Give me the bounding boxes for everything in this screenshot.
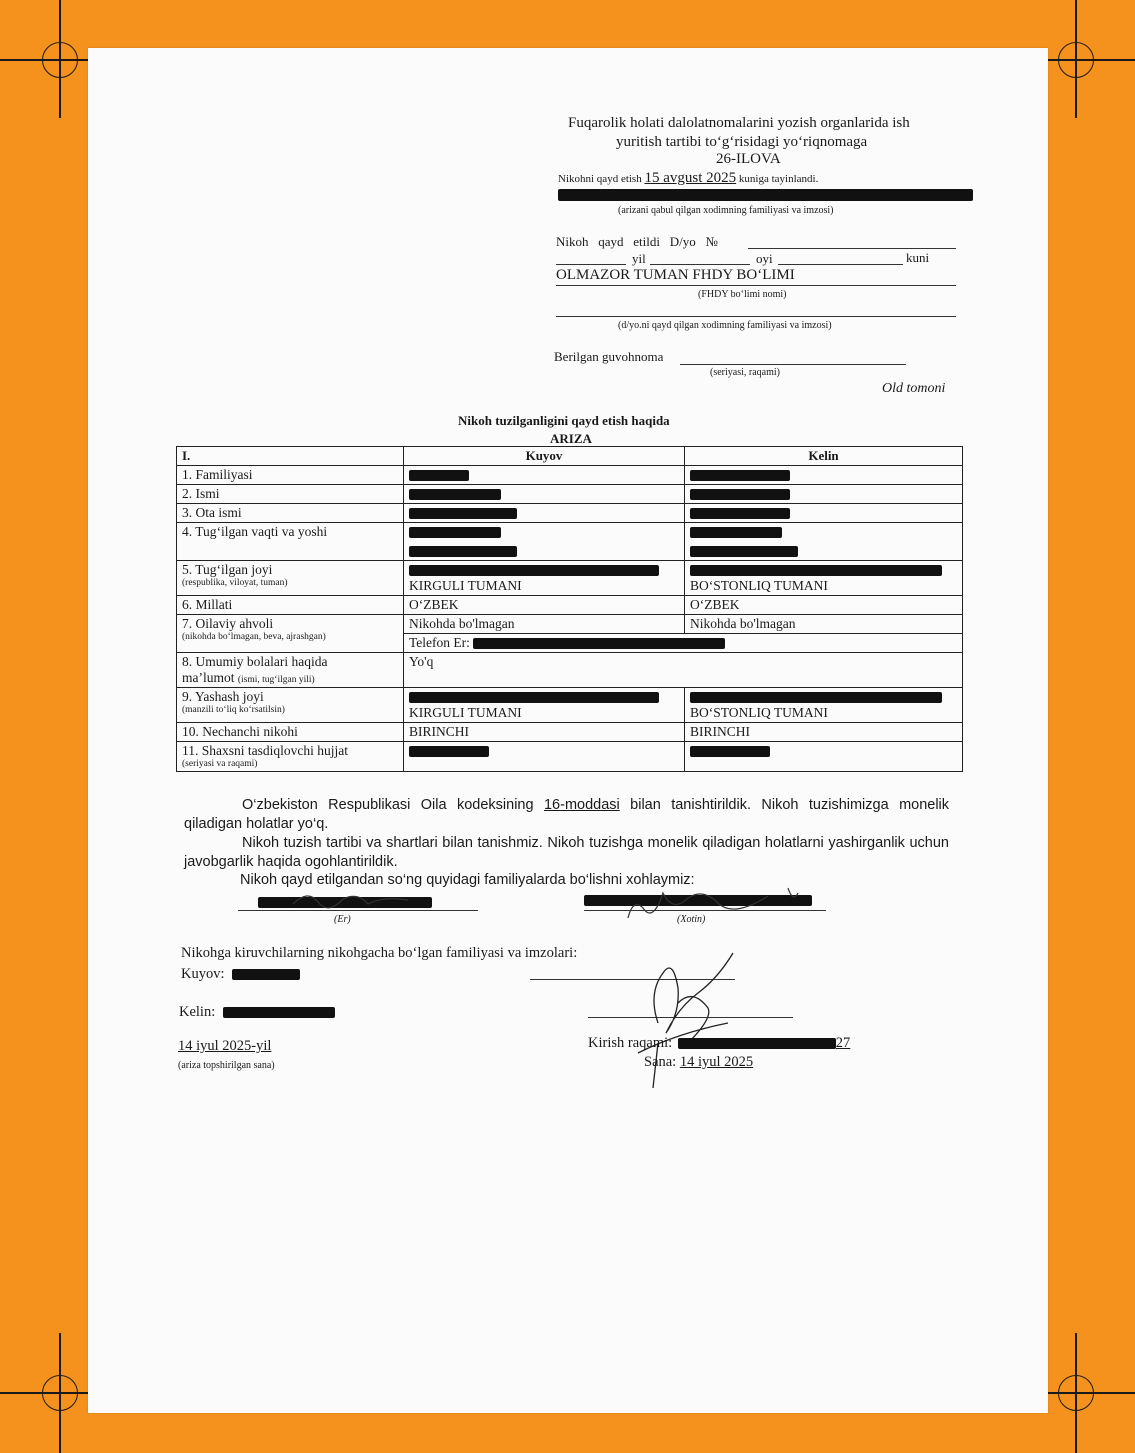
certificate-caption: (seriyasi, raqami) xyxy=(710,367,780,378)
children-value: Yo'q xyxy=(404,653,963,688)
header-line-1: Fuqarolik holati dalolatnomalarini yozish organlarida ish xyxy=(568,115,910,131)
bride-marriage-no: BIRINCHI xyxy=(685,723,963,742)
husband-signature xyxy=(288,884,428,914)
row-label-nationality: 6. Millati xyxy=(177,596,404,615)
row-label-patronymic: 3. Ota ismi xyxy=(177,504,404,523)
redacted-bride-prior-name xyxy=(223,1007,335,1018)
redacted-bride-id xyxy=(690,746,770,757)
col-groom: Kuyov xyxy=(404,447,685,466)
entry-date: Sana: 14 iyul 2025 xyxy=(644,1054,754,1070)
registered-label: Nikoh qayd etildi D/yo № xyxy=(556,234,718,249)
row-label-residence: 9. Yashash joyi (manzili to‘liq ko‘rsatilsin) xyxy=(177,688,404,723)
prior-names-label: Nikohga kiruvchilarning nikohgacha bo‘lgan familiyasi va imzolari: xyxy=(181,945,578,961)
redacted-groom-surname xyxy=(409,470,469,481)
day-label: kuni xyxy=(906,250,930,265)
groom-label: Kuyov: xyxy=(181,966,300,983)
table-row xyxy=(177,615,963,634)
application-table xyxy=(176,446,963,772)
row-label-id-doc: 11. Shaxsni tasdiqlovchi hujjat (seriyasi va raqami) xyxy=(177,742,404,772)
redacted-groom-patronymic xyxy=(409,508,517,519)
table-row xyxy=(177,653,963,688)
table-row xyxy=(177,523,963,561)
bride-marital: Nikohda bo'lmagan xyxy=(685,615,963,634)
groom-marriage-no: BIRINCHI xyxy=(404,723,685,742)
redacted-bride-name xyxy=(690,489,790,500)
office-name: OLMAZOR TUMAN FHDY BO‘LIMI xyxy=(556,267,795,283)
header-line-3: 26-ILOVA xyxy=(716,151,781,167)
table-row xyxy=(177,688,963,723)
row-label-marriage-no: 10. Nechanchi nikohi xyxy=(177,723,404,742)
bride-residence: BO‘STONLIQ TUMANI xyxy=(690,705,828,720)
entry-date-value: 14 iyul 2025 xyxy=(679,1054,754,1070)
document-page xyxy=(88,48,1048,1413)
groom-birthplace: KIRGULI TUMANI xyxy=(409,578,522,593)
scheduled-line: Nikohni qayd etish 15 avgust 2025 kuniga tayinlandi. xyxy=(558,170,819,186)
table-row xyxy=(177,596,963,615)
paragraph-3: Nikoh qayd etilgandan so‘ng quyidagi familiyalarda bo‘lishni xohlaymiz: xyxy=(240,872,695,888)
redacted-bride-surname xyxy=(690,470,790,481)
groom-marital: Nikohda bo'lmagan xyxy=(404,615,685,634)
table-row xyxy=(177,485,963,504)
table-row xyxy=(177,466,963,485)
law-article-reference: 16-moddasi xyxy=(543,797,620,813)
submitted-date: 14 iyul 2025-yil xyxy=(178,1038,272,1054)
form-title: Nikoh tuzilganligini qayd etish haqida xyxy=(458,413,670,428)
redacted-groom-id xyxy=(409,746,489,757)
redacted-receiver-name xyxy=(558,189,973,201)
paragraph-2: Nikoh tuzish tartibi va shartlari bilan tanishmiz. Nikoh tuzishga monelik qiladigan holatlarni yashirganlik uchun javobgarlik haqida ogohlantirildik. xyxy=(184,835,949,870)
phone-cell: Telefon Er: xyxy=(404,634,963,653)
row-label-surname: 1. Familiyasi xyxy=(177,466,404,485)
redacted-bride-birth xyxy=(690,527,782,538)
paragraph-1: O‘zbekiston Respublikasi Oila kodeksining 16-moddasi bilan tanishtirildik. Nikoh tuzishimizga monelik qiladigan holatlar yo‘q. xyxy=(184,797,950,832)
groom-nationality: O‘ZBEK xyxy=(404,596,685,615)
table-row xyxy=(177,561,963,596)
row-label-birth: 4. Tug‘ilgan vaqti va yoshi xyxy=(177,523,404,561)
receiver-caption: (arizani qabul qilgan xodimning familiyasi va imzosi) xyxy=(618,205,834,216)
side-label: Old tomoni xyxy=(882,381,946,396)
table-row xyxy=(177,742,963,772)
submitted-caption: (ariza topshirilgan sana) xyxy=(178,1060,275,1071)
redacted-groom-prior-name xyxy=(232,969,300,980)
redacted-bride-patronymic xyxy=(690,508,790,519)
row-label-children: 8. Umumiy bolalari haqida ma’lumot (ismi, tug‘ilgan yili) xyxy=(177,653,404,688)
redacted-entry-number xyxy=(678,1038,836,1049)
bride-nationality: O‘ZBEK xyxy=(685,596,963,615)
scheduled-date: 15 avgust 2025 xyxy=(644,170,737,186)
month-label: oyi xyxy=(756,251,773,266)
office-caption: (FHDY bo‘limi nomi) xyxy=(698,289,787,300)
registrar-caption: (d/yo.ni qayd qilgan xodimning familiyasi va imzosi) xyxy=(618,320,832,331)
groom-residence: KIRGULI TUMANI xyxy=(409,705,522,720)
col-section: I. xyxy=(177,447,404,466)
row-label-name: 2. Ismi xyxy=(177,485,404,504)
table-row xyxy=(177,504,963,523)
table-row xyxy=(177,723,963,742)
form-title-ariza: ARIZA xyxy=(550,431,592,446)
wife-signature xyxy=(618,878,818,928)
header-line-2: yuritish tartibi to‘g‘risidagi yo‘riqnomaga xyxy=(616,134,868,150)
entry-number: Kirish raqami: 27 xyxy=(588,1035,851,1051)
col-bride: Kelin xyxy=(685,447,963,466)
bride-birthplace: BO‘STONLIQ TUMANI xyxy=(690,578,828,593)
year-label: yil xyxy=(632,251,646,266)
husband-caption: (Er) xyxy=(334,914,351,925)
redacted-groom-name xyxy=(409,489,501,500)
bride-label: Kelin: xyxy=(179,1004,335,1021)
row-label-marital: 7. Oilaviy ahvoli (nikohda bo‘lmagan, beva, ajrashgan) xyxy=(177,615,404,653)
redacted-groom-birth xyxy=(409,527,501,538)
wife-caption: (Xotin) xyxy=(677,914,706,925)
row-label-birthplace: 5. Tug‘ilgan joyi (respublika, viloyat, tuman) xyxy=(177,561,404,596)
certificate-label: Berilgan guvohnoma xyxy=(554,349,664,364)
